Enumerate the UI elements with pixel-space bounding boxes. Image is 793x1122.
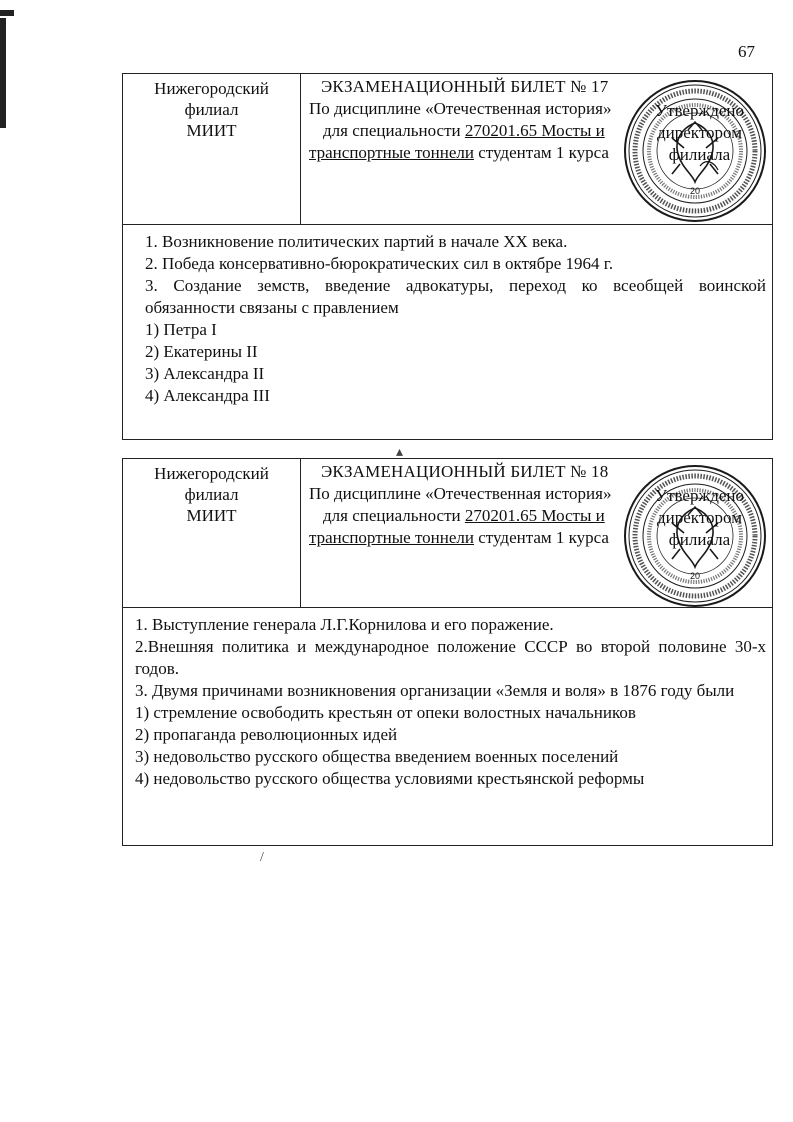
org-line: филиал (184, 485, 239, 504)
question-2: 2. Победа консервативно-бюрократических сил в октябре 1964 г. (145, 254, 614, 273)
approval-block (655, 485, 744, 551)
approval-line: директором (657, 123, 742, 142)
approval-line: филиала (668, 530, 731, 549)
specialty-code: 270201.65 Мосты и (464, 506, 605, 525)
approval-block (655, 100, 744, 166)
question-3: 3. Создание земств, введение адвокатуры, переход ко всеобщей воинской обязанности связаны с правлением (145, 276, 766, 317)
ticket-questions (123, 608, 772, 790)
scan-edge-mark (0, 18, 6, 128)
question-1: 1. Выступление генерала Л.Г.Корнилова и его поражение. (135, 615, 554, 634)
specialty-prefix: для специальности (323, 506, 465, 525)
organization-cell (123, 459, 301, 607)
answer-option: 1) стремление освободить крестьян от опеки волостных начальников (135, 703, 636, 722)
specialty-code: 270201.65 Мосты и (464, 121, 605, 140)
stamp-year: 20 (689, 571, 701, 581)
students-text: студентам 1 курса (473, 143, 609, 162)
approval-line: директором (657, 508, 742, 527)
specialty-prefix: для специальности (323, 121, 465, 140)
approval-line: филиала (668, 145, 731, 164)
org-line: Нижегородский (154, 79, 269, 98)
answer-option: 4) недовольство русского общества условиями крестьянской реформы (135, 769, 645, 788)
question-2: 2.Внешняя политика и международное положение СССР во второй половине 30-х годов. (135, 637, 766, 678)
answer-option: 2) пропаганда революционных идей (135, 725, 398, 744)
stamp-year: 20 (689, 186, 701, 196)
approval-line: Утверждено (655, 486, 744, 505)
answer-option: 1) Петра I (145, 320, 217, 339)
organization-cell (123, 74, 301, 224)
org-line: филиал (184, 100, 239, 119)
exam-ticket-17 (122, 73, 773, 440)
ticket-title: ЭКЗАМЕНАЦИОННЫЙ БИЛЕТ № 17 (321, 77, 609, 96)
answer-option: 3) Александра II (145, 364, 265, 383)
scan-edge-mark-top (0, 10, 14, 16)
answer-option: 3) недовольство русского общества введением военных поселений (135, 747, 619, 766)
page-number: 67 (738, 42, 755, 61)
ticket-questions (123, 225, 772, 407)
org-line: МИИТ (186, 506, 237, 525)
ticket-header (123, 74, 772, 225)
discipline-line: По дисциплине «Отечественная история» (309, 484, 612, 503)
specialty-name: транспортные тоннели (309, 143, 474, 162)
answer-option: 4) Александра III (145, 386, 270, 405)
scan-dot: / (260, 850, 264, 865)
org-line: Нижегородский (154, 464, 269, 483)
answer-option: 2) Екатерины II (145, 342, 258, 361)
question-1: 1. Возникновение политических партий в начале XX века. (145, 232, 568, 251)
students-text: студентам 1 курса (473, 528, 609, 547)
discipline-line: По дисциплине «Отечественная история» (309, 99, 612, 118)
org-line: МИИТ (186, 121, 237, 140)
specialty-name: транспортные тоннели (309, 528, 474, 547)
ticket-title: ЭКЗАМЕНАЦИОННЫЙ БИЛЕТ № 18 (321, 462, 609, 481)
question-3: 3. Двумя причинами возникновения организации «Земля и воля» в 1876 году были (135, 681, 735, 700)
ticket-info-cell (301, 459, 772, 607)
ticket-info-cell (301, 74, 772, 224)
ticket-header (123, 459, 772, 608)
approval-line: Утверждено (655, 101, 744, 120)
exam-ticket-18 (122, 458, 773, 846)
scan-dot: ▴ (396, 445, 404, 460)
